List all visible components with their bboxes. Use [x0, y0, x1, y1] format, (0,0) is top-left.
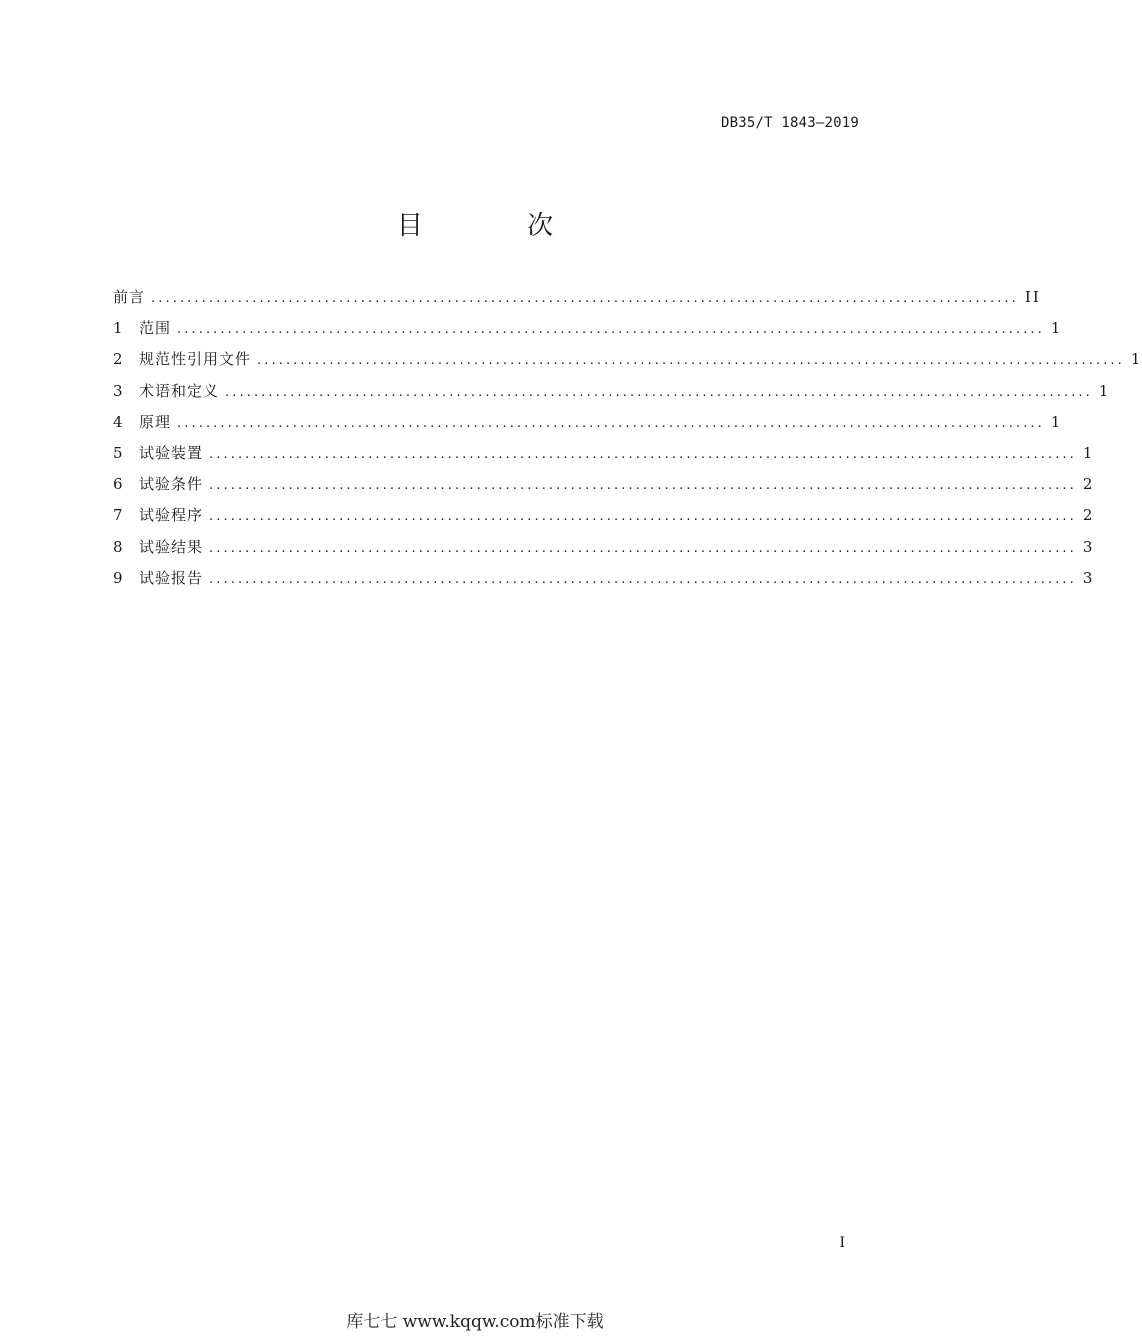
page-number: I [839, 1235, 845, 1251]
toc-entry-page: 1 [1098, 381, 1111, 400]
toc-entry-principle[interactable] [113, 411, 1063, 442]
toc-entry-foreword[interactable] [113, 286, 1041, 317]
toc-entry-page: II [1024, 288, 1041, 306]
toc-leader-dots: ........................................................................................................................ [225, 384, 1093, 400]
toc-entry-number: 2 [113, 350, 123, 369]
toc-entry-normative-references[interactable] [113, 348, 1142, 379]
toc-entry-page: 3 [1082, 568, 1095, 587]
toc-entry-number: 8 [113, 537, 123, 556]
footer-watermark: 库七七 www.kqqw.com标准下载 [346, 1312, 604, 1332]
toc-entry-page: 1 [1050, 412, 1063, 431]
toc-leader-dots: ........................................................................................................................ [209, 478, 1077, 494]
toc-entry-test-conditions[interactable] [113, 473, 1095, 504]
toc-entry-page: 3 [1082, 537, 1095, 556]
toc-title: 目 次 [396, 211, 602, 241]
toc-leader-dots: ........................................................................................................................ [209, 571, 1077, 587]
toc-entry-label: 试验装置 [139, 443, 204, 462]
toc-entry-label: 规范性引用文件 [139, 350, 252, 369]
toc-entry-number: 3 [113, 381, 123, 400]
toc-leader-dots: ........................................................................................................................ [177, 415, 1045, 431]
toc-entry-page: 2 [1082, 506, 1095, 525]
toc-entry-number: 1 [113, 319, 123, 338]
toc-leader-dots: ........................................................................................................................ [151, 291, 1019, 306]
toc-entry-page: 2 [1082, 475, 1095, 494]
document-code: DB35/T 1843—2019 [720, 115, 859, 131]
toc-entry-test-report[interactable] [113, 567, 1095, 598]
toc-entry-scope[interactable] [113, 317, 1063, 348]
toc-entry-label: 术语和定义 [139, 381, 220, 400]
toc-entry-label: 试验程序 [139, 506, 204, 525]
toc-leader-dots: ........................................................................................................................ [209, 446, 1077, 462]
toc-entry-number: 9 [113, 568, 123, 587]
toc-leader-dots: ........................................................................................................................ [177, 322, 1045, 338]
toc-leader-dots: ........................................................................................................................ [257, 353, 1125, 369]
toc-leader-dots: ........................................................................................................................ [209, 509, 1077, 525]
toc-entry-test-results[interactable] [113, 536, 1095, 567]
toc-entry-label: 范围 [139, 319, 172, 338]
toc-entry-label: 前言 [113, 288, 146, 306]
toc-entry-terms-definitions[interactable] [113, 380, 1111, 411]
toc-entry-test-procedure[interactable] [113, 504, 1095, 535]
toc-entry-label: 原理 [139, 412, 172, 431]
toc-entry-page: 1 [1130, 350, 1142, 369]
toc-entry-apparatus[interactable] [113, 442, 1095, 473]
toc-entry-label: 试验结果 [139, 537, 204, 556]
toc-leader-dots: ........................................................................................................................ [209, 540, 1077, 556]
toc-entry-number: 5 [113, 443, 123, 462]
toc-entry-label: 试验报告 [139, 568, 204, 587]
toc-entry-number: 4 [113, 412, 123, 431]
toc-entry-page: 1 [1082, 443, 1095, 462]
toc-entry-number: 7 [113, 506, 123, 525]
toc-entry-number: 6 [113, 475, 123, 494]
table-of-contents [113, 286, 1142, 598]
toc-entry-label: 试验条件 [139, 475, 204, 494]
toc-entry-page: 1 [1050, 319, 1063, 338]
